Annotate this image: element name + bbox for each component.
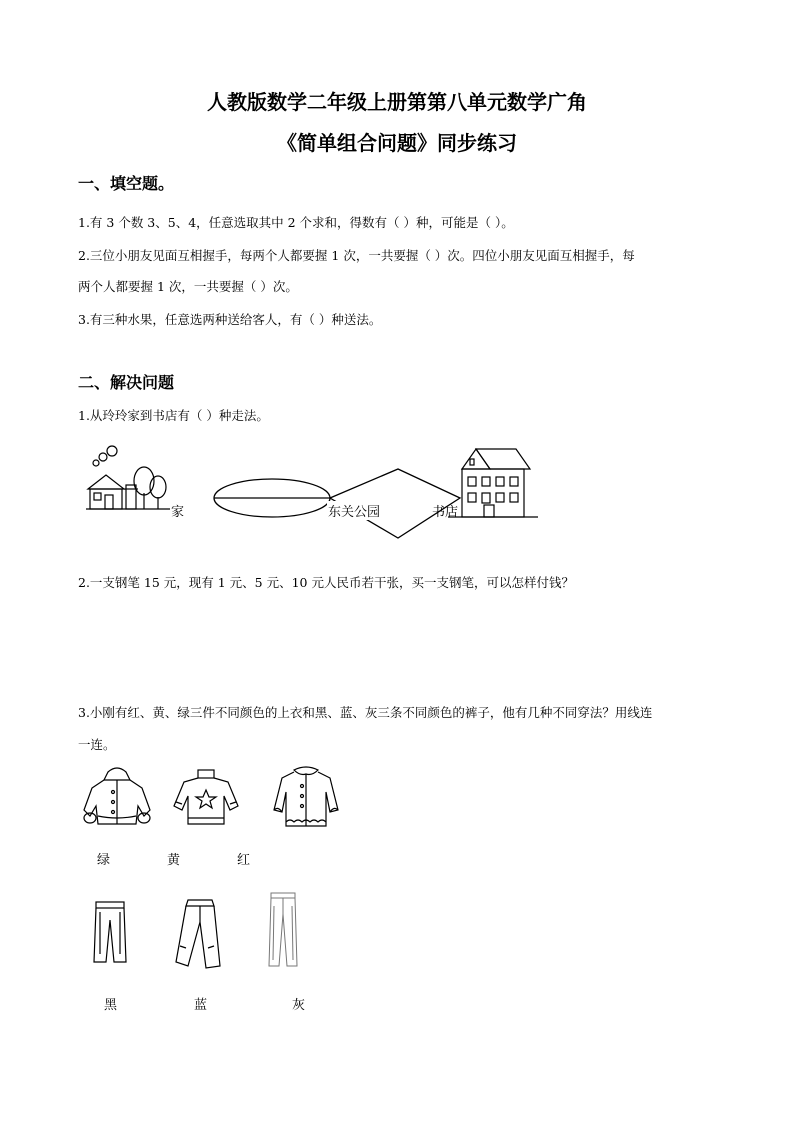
tree-icon <box>134 467 166 509</box>
question-2-1: 1.从玲玲家到书店有（ ）种走法。 <box>78 408 269 423</box>
question-1-2-line1: 2.三位小朋友见面互相握手，每两个人都要握 1 次，一共要握（ ）次。四位小朋友见面互相握手，每 <box>78 248 635 263</box>
top-label-green: 绿 <box>97 853 111 868</box>
map-label-home: 家 <box>171 505 185 520</box>
top-label-red: 红 <box>237 853 251 868</box>
question-2-3-line2: 一连。 <box>78 737 116 752</box>
bookstore-building-icon <box>448 449 538 517</box>
red-coat-icon <box>266 764 346 830</box>
question-1-3: 3.有三种水果，任意选两种送给客人，有（ ）种送法。 <box>78 312 382 327</box>
question-2-3-line1: 3.小刚有红、黄、绿三件不同颜色的上衣和黑、蓝、灰三条不同颜色的裤子，他有几种不同穿法？用线连 <box>78 705 653 720</box>
top-label-yellow: 黄 <box>167 853 181 868</box>
pants-label-black: 黑 <box>104 998 118 1013</box>
yellow-sweater-icon <box>168 766 244 828</box>
section1-heading: 一、填空题。 <box>78 174 175 193</box>
pants-label-blue: 蓝 <box>194 998 208 1013</box>
question-1-1: 1.有 3 个数 3、5、4，任意选取其中 2 个求和，得数有（ ）种，可能是（ ）。 <box>78 215 514 230</box>
gray-pants-icon <box>263 890 303 970</box>
blue-pants-icon <box>170 896 230 972</box>
pants-label-gray: 灰 <box>292 998 306 1013</box>
page-title-line2: 《简单组合问题》同步练习 <box>277 131 517 155</box>
black-pants-icon <box>90 898 130 966</box>
question-1-2-line2: 两个人都要握 1 次，一共要握（ ）次。 <box>78 279 298 294</box>
section2-heading: 二、解决问题 <box>78 373 175 392</box>
map-label-park: 东关公园 <box>327 501 381 520</box>
green-jacket-icon <box>80 766 154 830</box>
map-label-bookstore: 书店 <box>432 505 459 520</box>
question-2-2: 2.一支钢笔 15 元，现有 1 元、5 元、10 元人民币若干张，买一支钢笔，可以怎样付钱？ <box>78 575 574 590</box>
page-title-line1: 人教版数学二年级上册第第八单元数学广角 <box>207 90 587 114</box>
house-icon <box>88 446 138 509</box>
route-map <box>78 435 548 545</box>
